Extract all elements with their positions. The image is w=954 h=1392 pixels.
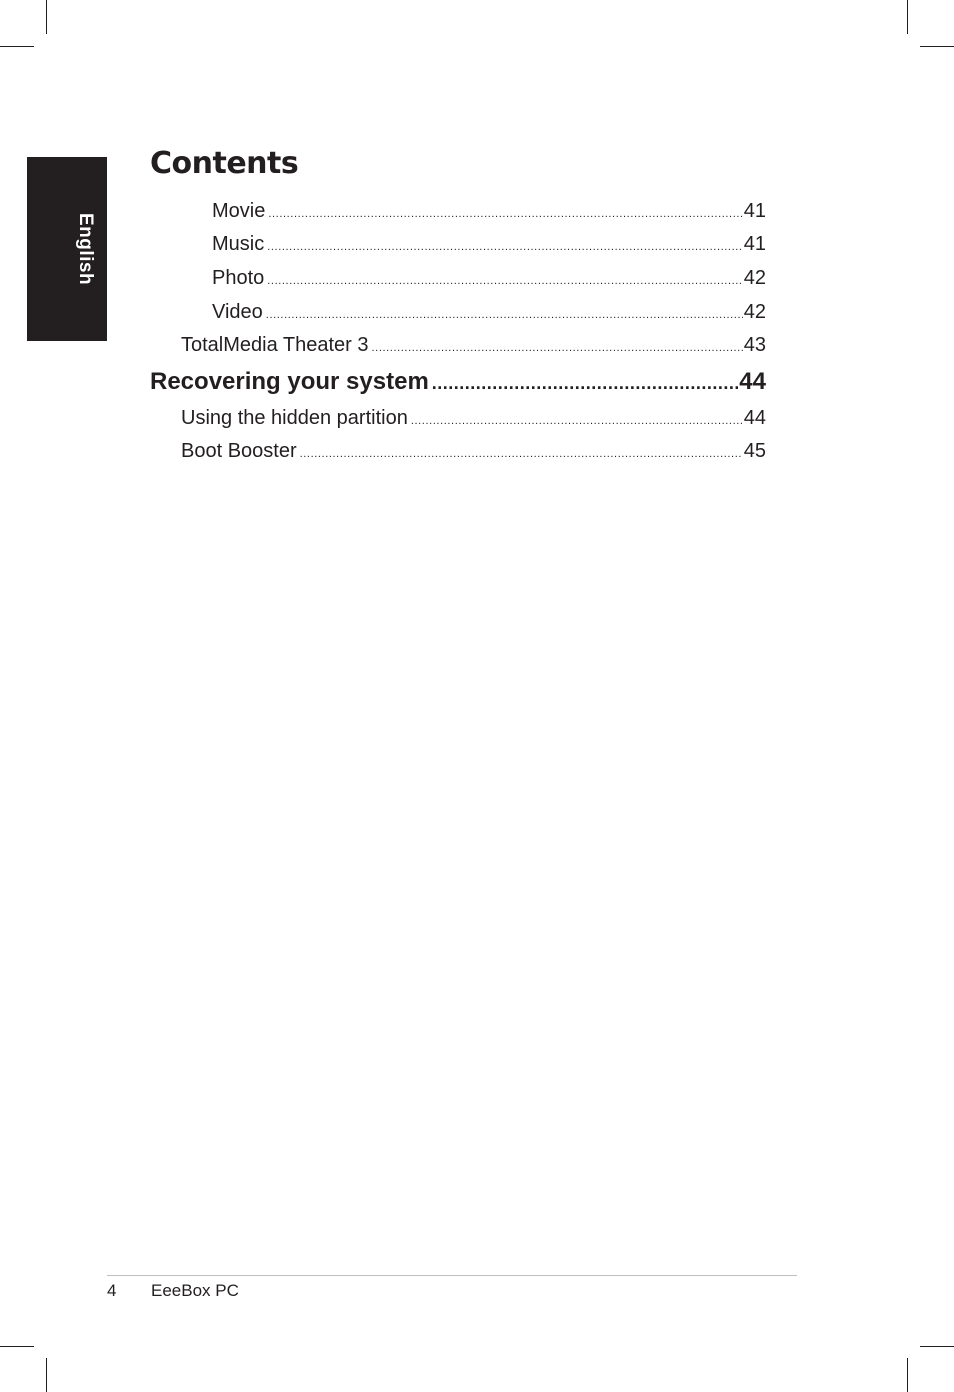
page-title: Contents [150,146,299,181]
toc-section-recovering-your-system[interactable] [150,367,766,398]
crop-mark [920,46,954,47]
toc-page-number: 42 [743,267,766,289]
toc-entry-boot-booster[interactable] [181,438,766,467]
crop-mark [920,1346,954,1347]
toc-leader-dots [300,441,743,467]
toc-entry-video[interactable] [212,299,766,328]
toc-entry-label: Boot Booster [181,440,297,462]
toc-leader-dots [267,268,742,294]
toc-entry-music[interactable] [212,231,766,260]
toc-entry-label: Recovering your system [150,368,429,395]
toc-page-number: 41 [743,200,766,222]
footer-page-number: 4 [107,1281,117,1300]
toc-entry-totalmedia-theater[interactable] [181,332,766,361]
toc-entry-label: Music [212,233,265,255]
footer-product-name: EeeBox PC [151,1281,239,1300]
toc-leader-dots [411,408,743,434]
toc-entry-hidden-partition[interactable] [181,405,766,434]
toc-page-number: 44 [739,368,766,395]
crop-mark [46,0,47,34]
crop-mark [0,46,34,47]
crop-mark [46,1358,47,1392]
toc-leader-dots [266,302,743,328]
language-tab-label: English [75,212,96,286]
toc-page-number: 44 [743,407,766,429]
toc-page-number: 45 [743,440,766,462]
toc-page-number: 42 [743,301,766,323]
crop-mark [907,0,908,34]
toc-entry-movie[interactable] [212,198,766,227]
footer-rule [107,1275,797,1276]
toc-entry-label: Movie [212,200,266,222]
toc-page-number: 43 [743,334,766,356]
crop-mark [0,1346,34,1347]
toc-entry-label: TotalMedia Theater 3 [181,334,369,356]
toc-leader-dots [267,234,743,260]
toc-entry-label: Photo [212,267,265,289]
toc-entry-label: Video [212,301,263,323]
toc-entry-photo[interactable] [212,265,766,294]
toc-entry-label: Using the hidden partition [181,407,408,429]
toc-leader-dots [268,201,742,227]
toc-leader-dots [432,368,739,398]
toc-page-number: 41 [743,233,766,255]
crop-mark [907,1358,908,1392]
toc-leader-dots [372,335,743,361]
